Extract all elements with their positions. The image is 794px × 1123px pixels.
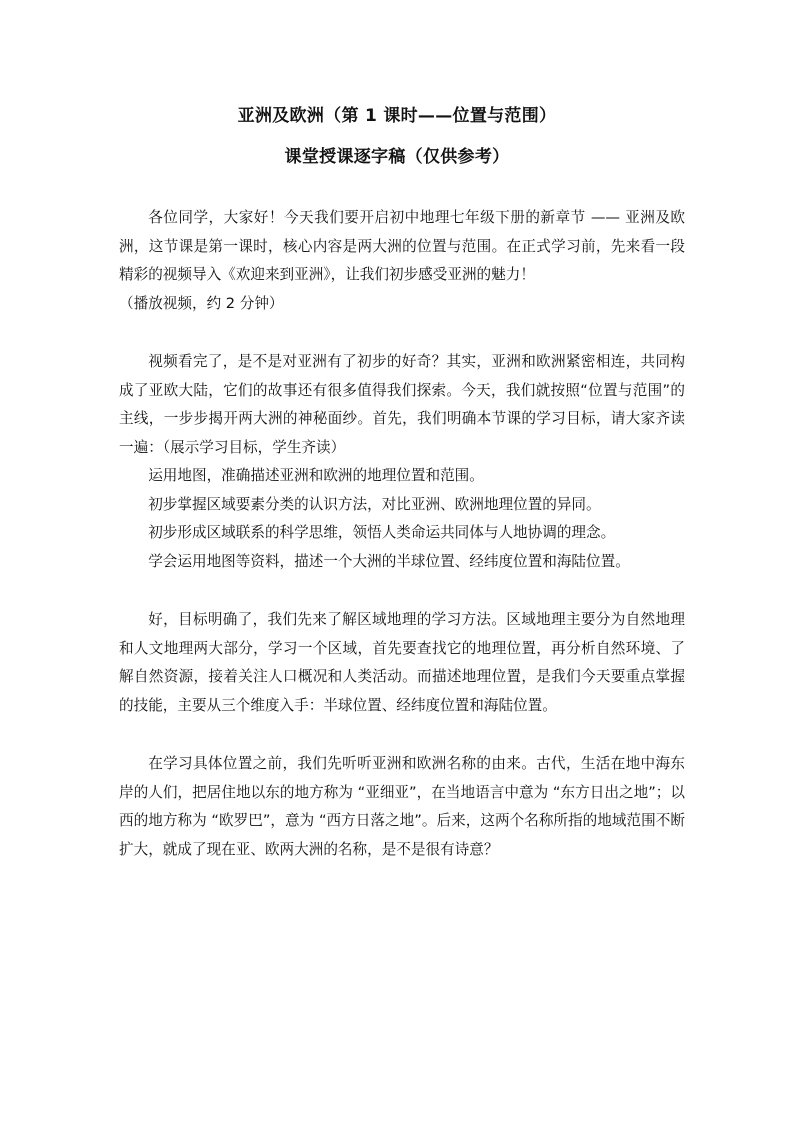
document-title: 亚洲及欧洲（第 1 课时——位置与范围） [237,106,557,126]
document-subtitle: 课堂授课逐字稿（仅供参考） [284,147,510,167]
video-note: （播放视频，约 2 分钟） [119,294,284,312]
paragraph-gap [119,318,685,348]
paragraph-gap [119,720,685,750]
objective-item: 学会运用地图等资料，描述一个大洲的半球位置、经纬度位置和海陆位置。 [148,552,630,570]
name-origin-paragraph: 在学习具体位置之前，我们先听听亚洲和欧洲名称的由来。古代，生活在地中海东岸的人们，把居住地以东的地方称为 “亚细亚”，在当地语言中意为 “东方日出之地”；以西的地方称为 “欧罗巴”，意为 “西方日落之地”。后来，这两个名称所指的地域范围不断扩大，就成了现在亚、欧两大洲的名称，是不是很有诗意？ [119,755,685,858]
method-paragraph: 好，目标明确了，我们先来了解区域地理的学习方法。区域地理主要分为自然地理和人文地理两大部分，学习一个区域，首先要查找它的地理位置，再分析自然环境、了解自然资源，接着关注人口概况和人类活动。而描述地理位置，是我们今天要重点掌握的技能，主要从三个维度入手：半球位置、经纬度位置和海陆位置。 [119,611,685,714]
intro-paragraph: 各位同学，大家好！今天我们要开启初中地理七年级下册的新章节 —— 亚洲及欧洲，这节课是第一课时，核心内容是两大洲的位置与范围。在正式学习前，先来看一段精彩的视频导入《欢迎来到亚洲》，让我们初步感受亚洲的魅力！ [119,209,685,283]
objectives-paragraph: 视频看完了，是不是对亚洲有了初步的好奇？其实，亚洲和欧洲紧密相连，共同构成了亚欧大陆，它们的故事还有很多值得我们探索。今天，我们就按照“位置与范围”的主线，一步步揭开两大洲的神秘面纱。首先，我们明确本节课的学习目标，请大家齐读一遍：（展示学习目标，学生齐读） [119,353,685,456]
document-body [119,204,685,864]
objective-item: 初步掌握区域要素分类的认识方法，对比亚洲、欧洲地理位置的异同。 [148,495,601,513]
paragraph-gap [119,576,685,606]
objective-item: 初步形成区域联系的科学思维，领悟人类命运共同体与人地协调的理念。 [148,524,616,541]
objective-item: 运用地图，准确描述亚洲和欧洲的地理位置和范围。 [148,467,484,484]
